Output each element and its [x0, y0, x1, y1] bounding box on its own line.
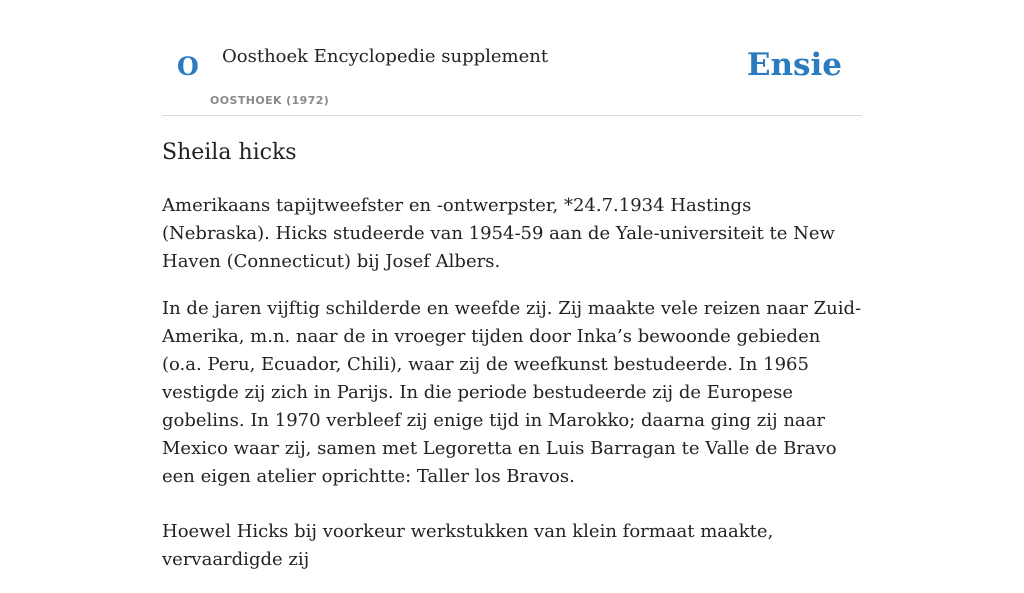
- article-title: Sheila hicks: [162, 140, 297, 165]
- brand-logo-link[interactable]: Ensie: [746, 47, 842, 83]
- book-title-link[interactable]: Oosthoek Encyclopedie supplement: [222, 46, 549, 67]
- article-paragraph: Amerikaans tapijtweefster en -ontwerpster, *24.7.1934 Hastings (Nebraska). Hicks studeerde van 1954-59 aan de Yale-universiteit te New Haven (Connecticut) bij Josef Albers.: [162, 195, 835, 272]
- article-paragraph: Hoewel Hicks bij voorkeur werkstukken van klein formaat maakte, vervaardigde zij: [162, 521, 774, 570]
- article-body: [162, 192, 862, 593]
- book-initial-icon: O: [177, 52, 199, 81]
- page-container: [162, 0, 862, 165]
- source-header: [162, 0, 862, 116]
- article-paragraph: In de jaren vijftig schilderde en weefde zij. Zij maakte vele reizen naar Zuid-Amerika, m.n. naar de in vroeger tijden door Inka’s bewoonde gebieden (o.a. Peru, Ecuador, Chili), waar zij de weefkunst bestudeerde. In 1965 vestigde zij zich in Parijs. In die periode bestudeerde zij de Europese gobelins. In 1970 verbleef zij enige tijd in Marokko; daarna ging zij naar Mexico waar zij, samen met Legoretta en Luis Barragan te Valle de Bravo een eigen atelier oprichtte: Taller los Bravos.: [162, 298, 862, 487]
- book-publisher: OOSTHOEK (1972): [210, 94, 330, 107]
